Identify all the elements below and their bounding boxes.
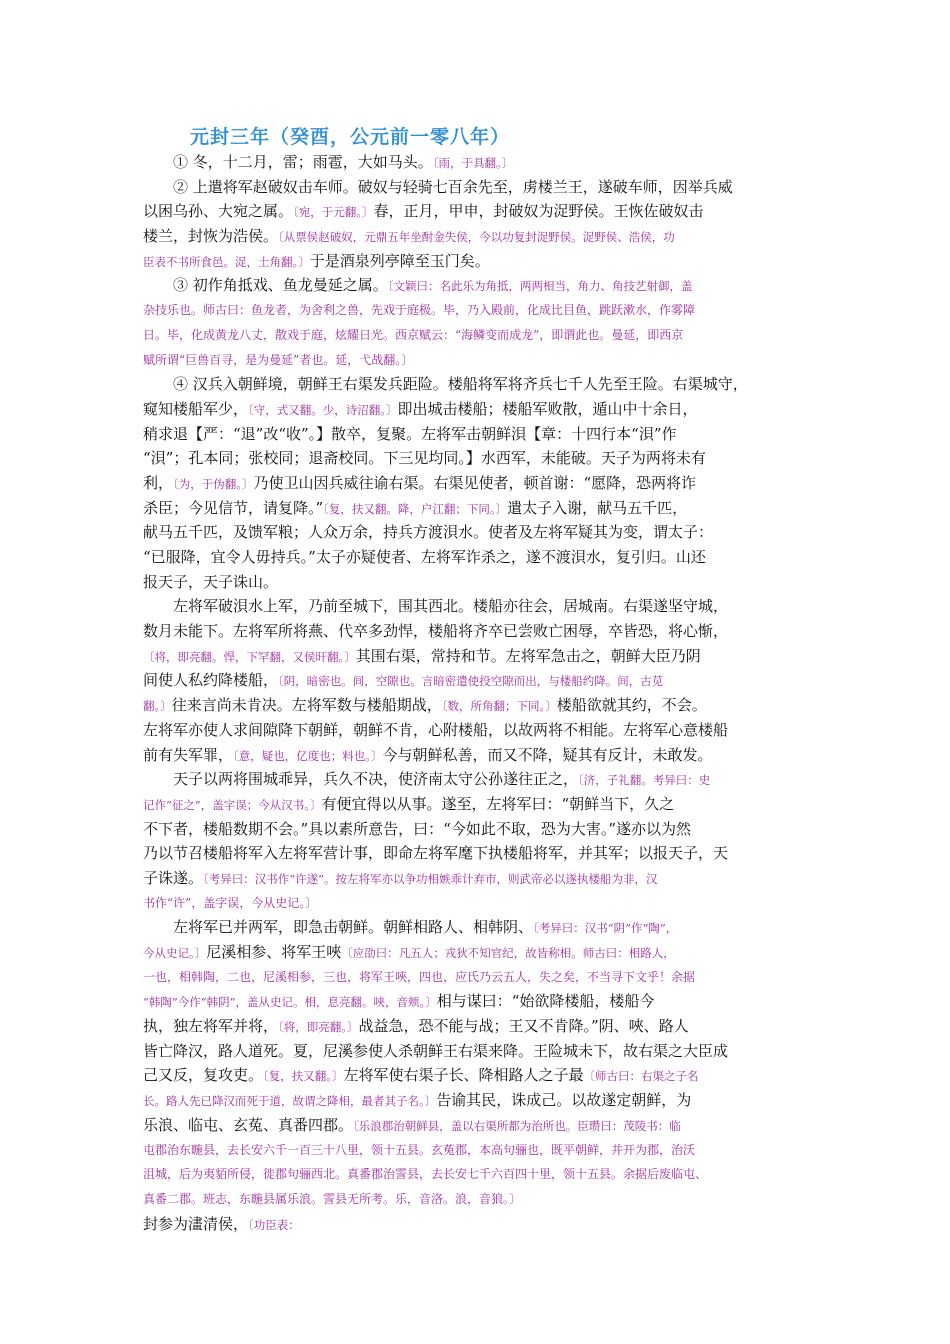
commentary-note: 〔应劭曰：凡五人；戎狄不知官纪，故皆称相。师古曰：相路人， bbox=[341, 946, 675, 960]
text-line bbox=[143, 989, 811, 1014]
main-text: 前有失军罪， bbox=[143, 745, 234, 764]
text-line bbox=[143, 545, 811, 570]
main-text: “浿”；孔本同；张校同；退斋校同。下三见均同。】水西军，未能破。天子为两将未有 bbox=[143, 449, 706, 468]
text-line bbox=[143, 1187, 811, 1212]
commentary-note: 〔为，于伪翻。〕 bbox=[173, 476, 254, 491]
main-text: 遣太子入谢，献马五千匹， bbox=[507, 498, 688, 517]
main-text: 报天子，天子诛山。 bbox=[143, 572, 279, 591]
commentary-note: 赋所谓“巨兽百寻，是为曼延”者也。延，弋战翻。〕 bbox=[143, 352, 414, 367]
main-text: 窥知楼船军少， bbox=[143, 399, 249, 418]
main-text: 左将军亦使人求间隙降下朝鲜，朝鲜不肯，心附楼船，以故两将不相能。左将军心意楼船 bbox=[143, 720, 729, 739]
commentary-note: 〔乐浪郡治朝鲜县，盖以右渠所都为治所也。臣瓒曰：茂陵书：临 bbox=[353, 1118, 681, 1133]
text-line bbox=[143, 594, 811, 619]
text-line bbox=[143, 372, 811, 397]
main-text: 今与朝鲜私善，而又不降，疑其有反计，未敢发。 bbox=[382, 745, 713, 764]
text-line bbox=[143, 1138, 811, 1163]
main-text: ④ 汉兵入朝鲜境，朝鲜王右渠发兵距险。楼船将军将齐兵七千人先至王险。右渠城守， bbox=[173, 375, 748, 394]
text-line bbox=[143, 446, 811, 471]
main-text: 封参为澅清侯， bbox=[143, 1214, 249, 1233]
commentary-note: 〔意，疑也，亿度也；料也。〕 bbox=[233, 748, 383, 763]
commentary-note: 〔考异曰：汉书作“许遂”。按左将军亦以争功相嫉乖计弃市，则武帝必以遂执楼船为非，汉 bbox=[203, 871, 658, 886]
commentary-note: 〔考异曰：汉书“阴”作“陶”， bbox=[533, 921, 678, 936]
text-line bbox=[143, 175, 811, 200]
text-line bbox=[143, 743, 811, 768]
commentary-note: 翻。〕 bbox=[143, 699, 172, 714]
commentary-note: 〔文颖曰：名此乐为角抵，两两相当，角力、角技艺射御，盖 bbox=[387, 279, 693, 294]
main-text: ③ 初作角抵戏、鱼龙曼延之属。 bbox=[173, 276, 388, 295]
commentary-note: 〔师古曰：右渠之子名 bbox=[583, 1069, 699, 1084]
text-line bbox=[143, 817, 811, 842]
text-line bbox=[143, 273, 811, 298]
commentary-note: 〔将，即亮翻。悍，下罕翻，又侯旰翻。〕 bbox=[143, 649, 356, 664]
main-text: 即出城击楼船；楼船军败散，遁山中十余日， bbox=[397, 399, 698, 418]
commentary-note: 〔功臣表： bbox=[248, 1217, 300, 1232]
main-text: 左将军使右渠子长、降相路人之子最 bbox=[343, 1066, 584, 1085]
main-text: 数月未能下。左将军所将燕、代卒多劲悍，楼船将齐卒已尝败亡困辱，卒皆恐，将心惭， bbox=[143, 622, 729, 641]
text-line bbox=[143, 1014, 811, 1039]
commentary-note: 书作“许”，盖字误，今从史记。〕 bbox=[143, 895, 318, 910]
main-text: 执，独左将军并将， bbox=[143, 1017, 279, 1036]
commentary-note: 〔将，即亮翻。〕 bbox=[278, 1020, 359, 1035]
text-line bbox=[143, 792, 811, 817]
chapter-title: 元封三年（癸酉，公元前一零八年） bbox=[190, 126, 511, 148]
main-text: ① 冬，十二月，雷；雨雹，大如马头。 bbox=[173, 153, 433, 171]
text-line bbox=[143, 891, 811, 916]
main-text: 己又反，复攻吏。 bbox=[143, 1066, 264, 1085]
text-line bbox=[143, 348, 811, 373]
main-text: 左将军破浿水上军，乃前至城下，围其西北。楼船亦往会，居城南。右渠遂坚守城， bbox=[173, 597, 729, 616]
commentary-note: 〔雨，于具翻。〕 bbox=[432, 156, 514, 170]
main-text: 稍求退【严：“退”改“收”。】散卒，复聚。左将军击朝鲜浿【章：十四行本“浿”作 bbox=[143, 424, 677, 443]
text-line bbox=[143, 422, 811, 447]
text-line bbox=[143, 940, 811, 965]
text-line bbox=[143, 693, 811, 718]
commentary-note: 〔数，所角翻；下同。〕 bbox=[441, 699, 557, 714]
commentary-note: 真番二郡。班志，东暆县属乐浪。霅县无所考。乐，音洛。浪，音狼。〕 bbox=[143, 1191, 522, 1206]
text-line bbox=[143, 619, 811, 644]
main-text: 相与谋曰：“始欲降楼船，楼船今 bbox=[436, 992, 655, 1011]
main-text: 乃以节召楼船将军入左将军营计事，即命左将军麾下执楼船将军，并其军；以报天子，天 bbox=[143, 844, 729, 863]
text-line bbox=[143, 1113, 811, 1138]
commentary-note: 长。路人先已降汉而死于道，故谓之降相，最者其子名。〕 bbox=[143, 1094, 437, 1109]
text-line bbox=[143, 496, 811, 521]
main-text: 皆亡降汉，路人道死。夏，尼溪参使人杀朝鲜王右渠来降。王险城未下，故右渠之大臣成 bbox=[143, 1041, 729, 1060]
text-line bbox=[143, 718, 811, 743]
text-line bbox=[143, 1063, 811, 1088]
text-line bbox=[143, 150, 811, 175]
main-text: 尼溪相参、将军王唊 bbox=[206, 943, 342, 961]
text-line bbox=[143, 199, 811, 224]
text-line bbox=[143, 397, 811, 422]
main-text: “已服降，宜令人毋持兵。”太子亦疑使者、左将军诈杀之，遂不渡浿水，复引归。山还 bbox=[143, 548, 706, 566]
text-line bbox=[143, 1162, 811, 1187]
main-text: 楼船欲就其约，不会。 bbox=[556, 696, 707, 715]
text-line bbox=[143, 1039, 811, 1064]
text-line bbox=[143, 323, 811, 348]
main-text: 天子以两将围城乖异，兵久不决，使济南太守公孙遂往正之， bbox=[173, 770, 579, 789]
main-text: 往来言尚未肯决。左将军数与楼船期战， bbox=[171, 696, 442, 715]
commentary-note: 今从史记。〕 bbox=[143, 946, 207, 960]
main-text: 左将军已并两军，即急击朝鲜。朝鲜相路人、相韩阴、 bbox=[173, 918, 534, 937]
commentary-note: 一也，相韩陶，二也，尼溪相参，三也，将军王唊，四也，应氏乃云五人，失之矣，不当寻下文乎！余据 bbox=[143, 969, 696, 984]
main-text: 间使人私约降楼船， bbox=[143, 671, 279, 690]
main-text: 战益急，恐不能与战；王又不肯降。”阴、唊、路人 bbox=[358, 1017, 689, 1036]
text-line bbox=[143, 249, 811, 274]
text-line bbox=[143, 965, 811, 990]
commentary-note: 沮城，后为夷貊所侵，徙郡句骊西北。真番郡治霅县，去长安七千六百四十里，领十五县。余据后废临屯、 bbox=[143, 1167, 708, 1182]
main-text: 献马五千匹，及馈军粮；人众万余，持兵方渡浿水。使者及左将军疑其为变，谓太子： bbox=[143, 523, 714, 542]
document-body bbox=[143, 150, 811, 1236]
main-text: 告谕其民，诛成己。以故遂定朝鲜，为 bbox=[436, 1091, 692, 1110]
main-text: 利， bbox=[143, 473, 174, 492]
main-text: 乃使卫山因兵威往谕右渠。右渠见使者，顿首谢：“愿降，恐两将诈 bbox=[253, 473, 697, 492]
commentary-note: 杂技乐也。师古曰：鱼龙者，为舍利之兽，先戏于庭极。毕，乃入殿前，化成比目鱼，跳跃漱水，作雾障 bbox=[143, 303, 696, 318]
commentary-note: 屯郡治东暆县，去长安六千一百三十八里，领十五县。玄菟郡，本高句骊也，既平朝鲜，并开为郡，治沃 bbox=[143, 1142, 696, 1157]
commentary-note: 〔复，扶又翻。〕 bbox=[263, 1069, 344, 1084]
text-line bbox=[143, 298, 811, 323]
main-text: 有便宜得以从事。遂至，左将军曰：“朝鲜当下，久之 bbox=[321, 794, 675, 813]
text-line bbox=[143, 767, 811, 792]
commentary-note: 记作“征之”，盖字误；今从汉书。〕 bbox=[143, 797, 322, 812]
text-line bbox=[143, 644, 811, 669]
commentary-note: 日。毕，化成黄龙八丈，散戏于庭，炫耀日光。西京赋云：“海鳞变而成龙”，即谓此也。曼延，即西京 bbox=[143, 327, 684, 342]
main-text: 以困乌孙、大宛之属。 bbox=[143, 202, 294, 221]
main-text: 其围右渠，常持和节。左将军急击之，朝鲜大臣乃阴 bbox=[355, 646, 701, 665]
main-text: 乐浪、临屯、玄菟、真番四郡。 bbox=[143, 1115, 354, 1134]
text-line bbox=[143, 668, 811, 693]
text-line bbox=[143, 570, 811, 595]
main-text: 春，正月，甲申，封破奴为浞野侯。王恢佐破奴击 bbox=[373, 202, 704, 221]
text-line bbox=[143, 471, 811, 496]
main-text: 不下者，楼船数期不会。”具以素所意告，曰：“今如此不取，恐为大害。”遂亦以为然 bbox=[143, 819, 692, 838]
commentary-note: 〔复，扶又翻。降，户江翻；下同。〕 bbox=[323, 501, 508, 516]
main-text: 楼兰，封恢为浩侯。 bbox=[143, 227, 279, 246]
text-line bbox=[143, 915, 811, 940]
commentary-note: 〔从票侯赵破奴，元鼎五年坐酎金失侯，今以功复封浞野侯。浞野侯、浩侯，功 bbox=[278, 230, 675, 245]
text-line bbox=[143, 224, 811, 249]
commentary-note: 〔济，子礼翻。考异曰：史 bbox=[578, 773, 711, 788]
main-text: ② 上遣将军赵破奴击车师。破奴与轻骑七百余先至，虏楼兰王，遂破车师，因举兵威 bbox=[173, 177, 733, 196]
text-line bbox=[143, 1088, 811, 1113]
text-line bbox=[143, 1212, 811, 1237]
commentary-note: “韩陶”今作“韩阴”，盖从史记。相，息亮翻。唊，音颊。〕 bbox=[143, 995, 437, 1010]
commentary-note: 〔守，式又翻。少，诗沼翻。〕 bbox=[248, 402, 398, 417]
main-text: 子诛遂。 bbox=[143, 868, 204, 887]
text-line bbox=[143, 841, 811, 866]
commentary-note: 〔阴，暗密也。间，空隙也。言暗密遣使投空隙而出，与楼船约降。间，古苋 bbox=[278, 674, 664, 689]
main-text: 杀臣；今见信节，请复降。” bbox=[143, 498, 324, 517]
commentary-note: 〔宛，于元翻。〕 bbox=[293, 205, 374, 220]
text-line bbox=[143, 866, 811, 891]
text-line bbox=[143, 520, 811, 545]
main-text: 于是酒泉列亭障至玉门矣。 bbox=[309, 251, 490, 270]
commentary-note: 臣表不书所食邑。浞，土角翻。〕 bbox=[143, 254, 310, 269]
